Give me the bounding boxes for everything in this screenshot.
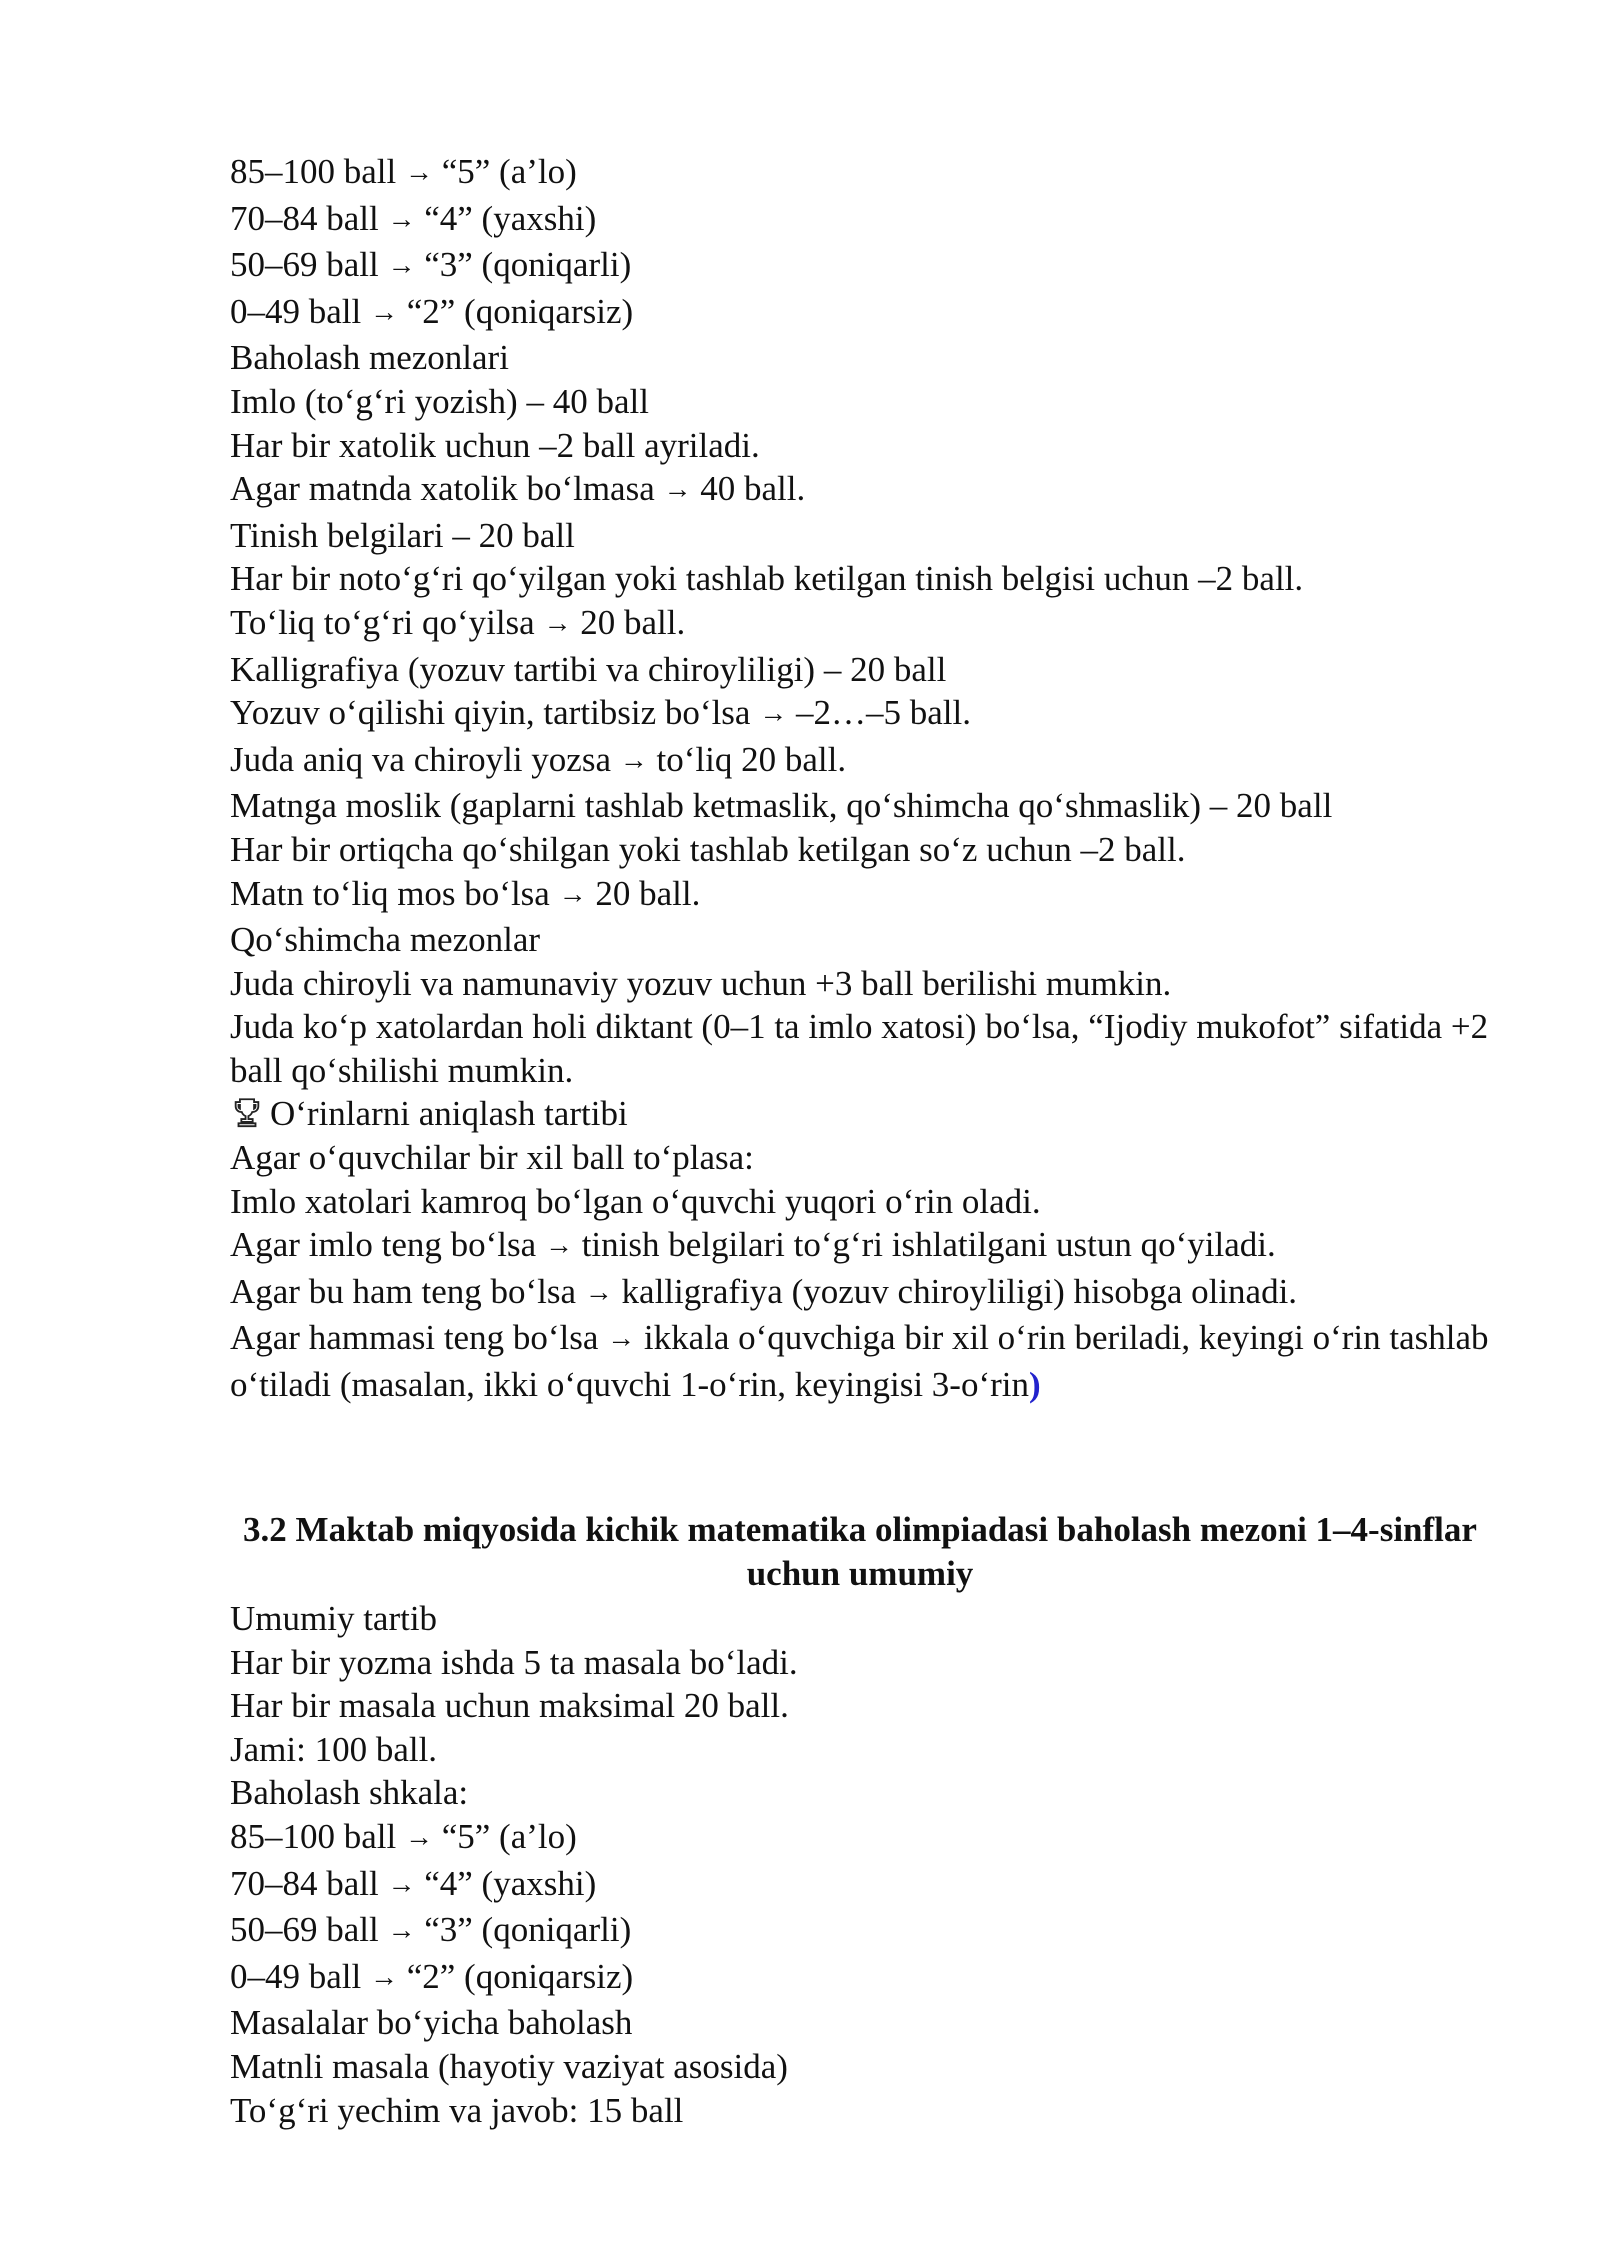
line-text: 0–49 ball xyxy=(230,291,370,331)
line-text: 20 ball. xyxy=(586,873,701,913)
line-text: Har bir ortiqcha qo‘shilgan yoki tashlab ketilgan so‘z uchun –2 ball. xyxy=(230,829,1186,869)
text-line xyxy=(230,648,1490,692)
line-text: Qo‘shimcha mezonlar xyxy=(230,920,541,960)
arrow-icon: → xyxy=(369,296,398,328)
text-line xyxy=(230,1908,1490,1955)
text-line xyxy=(230,380,1490,424)
text-line xyxy=(230,514,1490,558)
line-text: Agar hammasi teng bo‘lsa xyxy=(230,1318,608,1358)
arrow-icon: → xyxy=(404,1821,433,1853)
olympiad-criteria-section xyxy=(230,1597,1490,2132)
line-text: Agar matnda xatolik bo‘lmasa xyxy=(230,469,664,509)
text-line xyxy=(230,601,1490,648)
line-text: “2” (qoniqarsiz) xyxy=(397,291,634,331)
arrow-icon: → xyxy=(404,157,433,188)
text-line xyxy=(230,1955,1490,2002)
text-line xyxy=(230,872,1490,919)
text-line xyxy=(230,828,1490,872)
arrow-icon: → xyxy=(663,474,692,506)
line-text: Juda aniq va chiroyli yozsa xyxy=(230,739,620,779)
arrow-icon: → xyxy=(544,1230,573,1262)
text-line xyxy=(230,467,1490,514)
line-text: “4” (yaxshi) xyxy=(415,1863,597,1903)
line-text: “2” (qoniqarsiz) xyxy=(397,1956,634,1996)
line-text: 85–100 ball xyxy=(230,152,405,191)
text-line xyxy=(230,1136,1490,1180)
text-line xyxy=(230,1005,1490,1092)
line-text: Imlo (to‘g‘ri yozish) – 40 ball xyxy=(230,381,649,421)
line-text: Matnli masala (hayotiy vaziyat asosida) xyxy=(230,2046,788,2086)
line-text: “5” (a’lo) xyxy=(432,1816,577,1856)
text-line xyxy=(230,336,1490,380)
text-line xyxy=(230,1180,1490,1224)
text-line xyxy=(230,197,1490,244)
line-text: Juda ko‘p xatolardan holi diktant (0–1 ta imlo xatosi) bo‘lsa, “Ijodiy mukofot” sifatida +2 ball qo‘shilishi mumkin. xyxy=(230,1007,1489,1090)
text-line xyxy=(230,2045,1490,2089)
section-heading: 3.2 Maktab miqyosida kichik matematika olimpiadasi baholash mezoni 1–4-sinflar uchun umumiy xyxy=(243,1510,1477,1593)
line-text: Tinish belgilari – 20 ball xyxy=(230,515,575,555)
arrow-icon: → xyxy=(369,1961,398,1993)
line-text: Kalligrafiya (yozuv tartibi va chiroyliligi) – 20 ball xyxy=(230,649,947,689)
text-line xyxy=(230,290,1490,337)
line-text: ikkala o‘quvchiga bir xil o‘rin beriladi, keyingi o‘rin tashlab o‘tiladi (masalan, ikki o‘quvchi 1-o‘rin, keyingisi 3-o‘rin xyxy=(230,1318,1489,1405)
text-line xyxy=(230,1728,1490,1772)
line-text: Matnga moslik (gaplarni tashlab ketmaslik, qo‘shimcha qo‘shmaslik) – 20 ball xyxy=(230,786,1333,826)
text-line xyxy=(230,1771,1490,1815)
line-text: Jami: 100 ball. xyxy=(230,1729,438,1769)
text-line xyxy=(230,2001,1490,2045)
arrow-icon: → xyxy=(387,203,416,235)
text-line xyxy=(230,918,1490,962)
text-line xyxy=(230,962,1490,1006)
grading-scale-section xyxy=(230,150,1490,1407)
line-text: –2…–5 ball. xyxy=(787,693,971,733)
arrow-icon: → xyxy=(543,607,572,639)
line-text: Har bir yozma ishda 5 ta masala bo‘ladi. xyxy=(230,1642,798,1682)
text-line xyxy=(230,1815,1490,1862)
line-text: Baholash shkala: xyxy=(230,1773,469,1813)
arrow-icon: → xyxy=(387,1915,416,1947)
text-line xyxy=(230,150,1490,197)
line-text: Baholash mezonlari xyxy=(230,338,509,378)
line-text: Har bir noto‘g‘ri qo‘yilgan yoki tashlab ketilgan tinish belgisi uchun –2 ball. xyxy=(230,559,1304,599)
line-text: Masalalar bo‘yicha baholash xyxy=(230,2003,633,2043)
line-text: kalligrafiya (yozuv chiroyliligi) hisobga olinadi. xyxy=(612,1271,1298,1311)
line-text: Juda chiroyli va namunaviy yozuv uchun +3 ball berilishi mumkin. xyxy=(230,963,1172,1003)
line-text: To‘liq to‘g‘ri qo‘yilsa xyxy=(230,602,544,642)
line-text: Har bir xatolik uchun –2 ball ayriladi. xyxy=(230,425,760,465)
line-text: 70–84 ball xyxy=(230,198,388,238)
arrow-icon: → xyxy=(558,878,587,910)
arrow-icon: → xyxy=(607,1323,636,1355)
line-text: Matn to‘liq mos bo‘lsa xyxy=(230,873,559,913)
line-text: Yozuv o‘qilishi qiyin, tartibsiz bo‘lsa xyxy=(230,693,760,733)
text-line xyxy=(230,1316,1490,1406)
line-text: Umumiy tartib xyxy=(230,1599,438,1638)
line-text: 85–100 ball xyxy=(230,1816,405,1856)
line-text: 50–69 ball xyxy=(230,245,388,285)
text-line xyxy=(230,1862,1490,1909)
text-line xyxy=(230,1223,1490,1270)
text-line xyxy=(230,784,1490,828)
text-line xyxy=(230,738,1490,785)
line-text: to‘liq 20 ball. xyxy=(647,739,847,779)
line-text: “5” (a’lo) xyxy=(432,152,577,191)
text-line xyxy=(230,1684,1490,1728)
line-text: 50–69 ball xyxy=(230,1910,388,1950)
line-text: Agar bu ham teng bo‘lsa xyxy=(230,1271,585,1311)
trophy-icon xyxy=(230,1095,264,1129)
arrow-icon: → xyxy=(759,698,788,730)
line-text: “3” (qoniqarli) xyxy=(415,1910,632,1950)
line-text: O‘rinlarni aniqlash tartibi xyxy=(270,1094,628,1134)
text-line xyxy=(230,2089,1490,2133)
closing-parenthesis: ) xyxy=(1028,1365,1041,1405)
line-text: tinish belgilari to‘g‘ri ishlatilgani ustun qo‘yiladi. xyxy=(572,1225,1276,1265)
line-text: Har bir masala uchun maksimal 20 ball. xyxy=(230,1686,789,1726)
line-text: Agar o‘quvchilar bir xil ball to‘plasa: xyxy=(230,1138,754,1178)
text-line xyxy=(230,1641,1490,1685)
arrow-icon: → xyxy=(619,744,648,776)
line-text: “4” (yaxshi) xyxy=(415,198,597,238)
arrow-icon: → xyxy=(387,1868,416,1900)
line-text: 40 ball. xyxy=(691,469,806,509)
line-text: 20 ball. xyxy=(571,602,686,642)
line-text: To‘g‘ri yechim va javob: 15 ball xyxy=(230,2090,684,2130)
line-text: “3” (qoniqarli) xyxy=(415,245,632,285)
text-line xyxy=(230,691,1490,738)
line-text: 0–49 ball xyxy=(230,1956,370,1996)
arrow-icon: → xyxy=(584,1276,613,1308)
text-line xyxy=(230,557,1490,601)
line-text: 70–84 ball xyxy=(230,1863,388,1903)
text-line xyxy=(230,1597,1490,1641)
line-text: Imlo xatolari kamroq bo‘lgan o‘quvchi yuqori o‘rin oladi. xyxy=(230,1181,1041,1221)
text-line xyxy=(230,1270,1490,1317)
text-line xyxy=(230,424,1490,468)
text-line xyxy=(230,243,1490,290)
arrow-icon: → xyxy=(387,250,416,282)
line-text: Agar imlo teng bo‘lsa xyxy=(230,1225,545,1265)
text-line xyxy=(230,1092,1490,1136)
